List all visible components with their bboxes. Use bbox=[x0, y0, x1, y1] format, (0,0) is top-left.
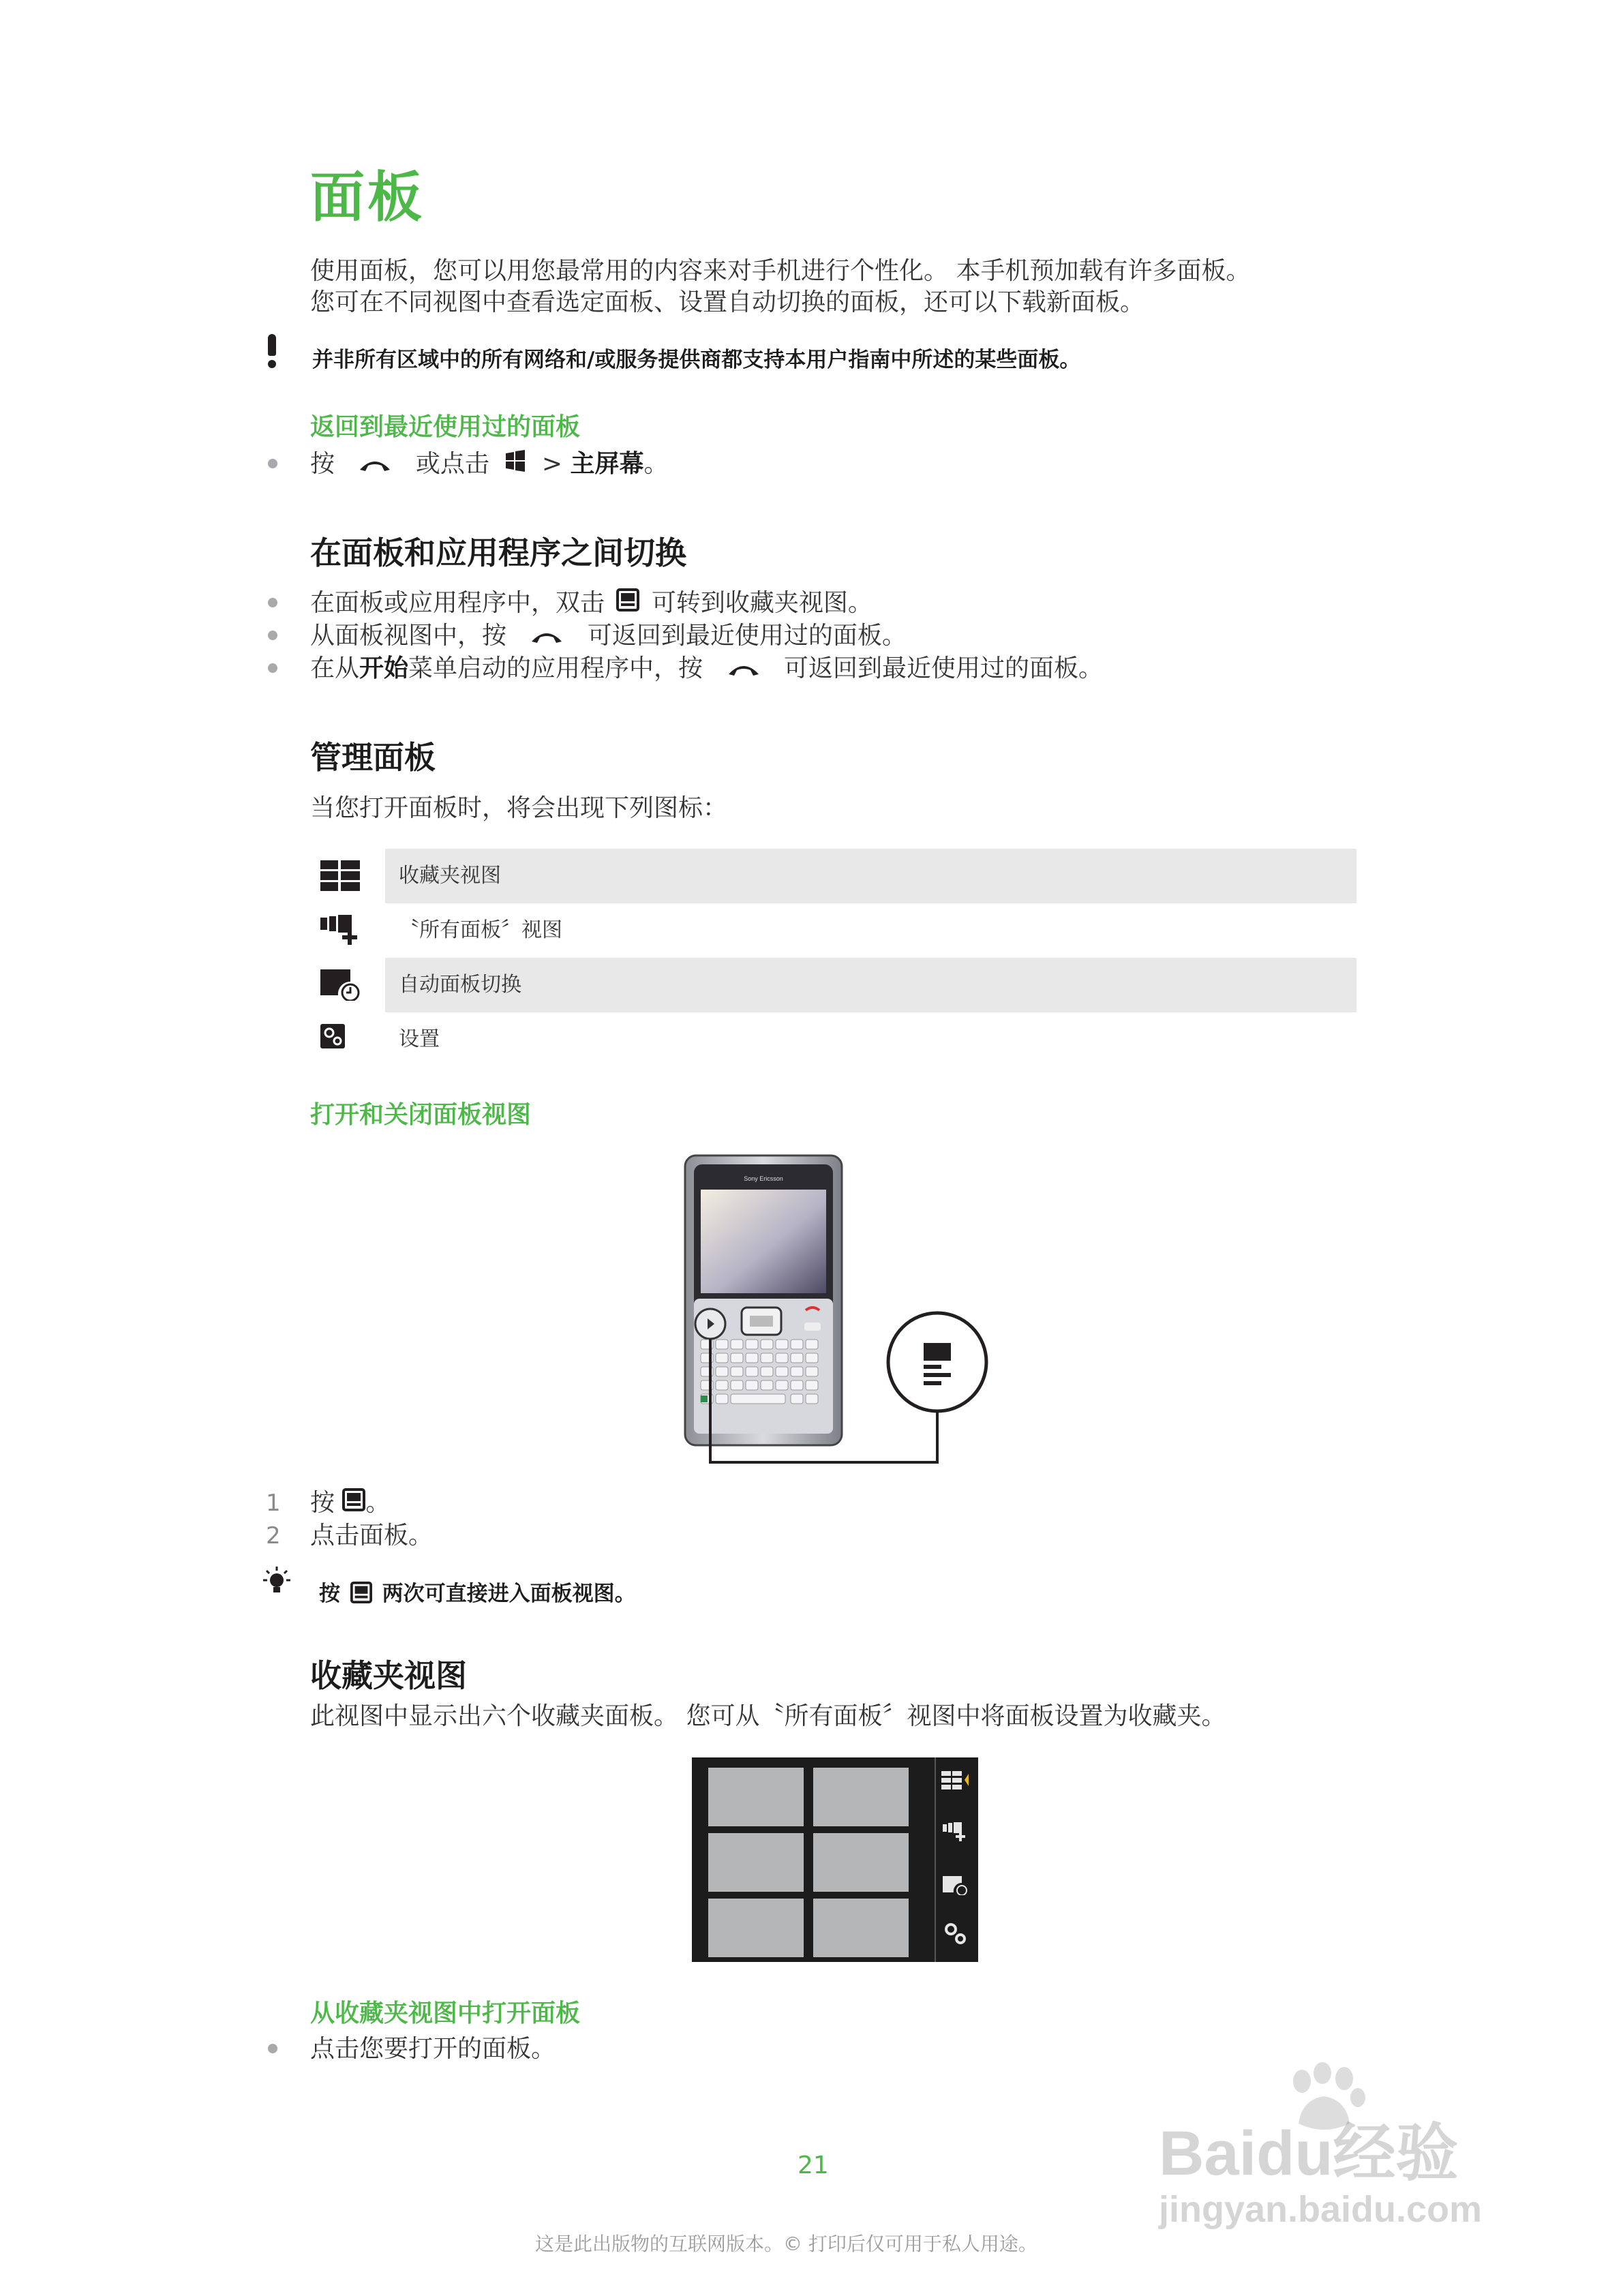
section-heading-favorites: 收藏夹视图 bbox=[310, 1657, 467, 1694]
tip-text bbox=[319, 1576, 636, 1609]
manage-intro: 当您打开面板时，将会出现下列图标： bbox=[310, 794, 728, 822]
text: 按 bbox=[310, 1489, 335, 1517]
text: 。 bbox=[365, 1489, 391, 1517]
icon-row-all-panels: 〝所有面板〞视图 bbox=[399, 918, 562, 942]
panel-key-icon bbox=[616, 588, 639, 620]
switch-bullet-3 bbox=[310, 653, 1103, 685]
text: 可返回到最近使用过的面板。 bbox=[783, 654, 1103, 682]
text-or-tap: 或点击 bbox=[415, 450, 489, 478]
favorites-view-illustration bbox=[692, 1757, 978, 1962]
step-number-2: 2 bbox=[266, 1522, 281, 1550]
panel-key-icon bbox=[350, 1582, 372, 1609]
page-number: 21 bbox=[798, 2151, 829, 2179]
favorites-text: 此视图中显示出六个收藏夹面板。 您可从〝所有面板〞视图中将面板设置为收藏夹。 bbox=[310, 1702, 1226, 1730]
section-heading-return: 返回到最近使用过的面板 bbox=[310, 413, 581, 441]
intro-line-1: 使用面板，您可以用您最常用的内容来对手机进行个性化。 本手机预加载有许多面板。 bbox=[310, 257, 1251, 285]
text-home-screen: 主屏幕 bbox=[570, 450, 644, 478]
switch-bullet-2 bbox=[310, 620, 907, 652]
bullet-dot bbox=[268, 631, 277, 640]
phone-brand-text: Sony Ericsson bbox=[744, 1175, 783, 1182]
auto-switch-icon bbox=[320, 968, 361, 1003]
text: 在面板或应用程序中，双击 bbox=[310, 589, 605, 617]
panel-key-icon bbox=[342, 1488, 365, 1520]
exclamation-icon bbox=[266, 334, 278, 369]
favorites-grid-icon bbox=[320, 860, 360, 894]
favorites-grid-icon bbox=[941, 1771, 975, 1794]
switch-bullet-1 bbox=[310, 588, 873, 620]
intro-line-2: 您可在不同视图中查看选定面板、设置自动切换的面板，还可以下载新面板。 bbox=[310, 288, 1145, 316]
text: 在从 bbox=[310, 654, 360, 682]
note-availability: 并非所有区域中的所有网络和/或服务提供商都支持本用户指南中所述的某些面板。 bbox=[312, 348, 1081, 372]
text: 菜单启动的应用程序中，按 bbox=[408, 654, 703, 682]
favorite-panel-tile bbox=[708, 1899, 804, 1957]
text-press: 按 bbox=[310, 450, 335, 478]
text: 两次可直接进入面板视图。 bbox=[382, 1582, 636, 1606]
bullet-dot bbox=[268, 598, 277, 607]
open-favorites-bullet: 点击您要打开的面板。 bbox=[310, 2035, 556, 2063]
icon-row-settings: 设置 bbox=[399, 1027, 440, 1051]
section-heading-switch: 在面板和应用程序之间切换 bbox=[310, 534, 686, 571]
icon-row-favorites: 收藏夹视图 bbox=[385, 849, 1356, 903]
step-number-1: 1 bbox=[266, 1490, 281, 1517]
step-1 bbox=[310, 1487, 390, 1520]
page-title: 面板 bbox=[310, 166, 425, 229]
favorite-panel-tile bbox=[813, 1833, 909, 1892]
end-call-icon bbox=[529, 621, 564, 652]
phone-illustration bbox=[682, 1152, 988, 1467]
divider bbox=[935, 1757, 936, 1962]
text: 可返回到最近使用过的面板。 bbox=[587, 622, 907, 650]
section-heading-open-close: 打开和关闭面板视图 bbox=[310, 1101, 532, 1129]
end-call-icon bbox=[357, 449, 393, 481]
tip-lightbulb-icon bbox=[260, 1567, 293, 1602]
end-call-icon bbox=[726, 654, 761, 685]
settings-icon bbox=[320, 1024, 346, 1053]
text: 可转到收藏夹视图。 bbox=[651, 589, 873, 617]
favorite-panel-tile bbox=[813, 1768, 909, 1826]
all-panels-icon bbox=[320, 915, 361, 949]
return-instruction bbox=[310, 449, 669, 481]
bullet-dot bbox=[268, 663, 277, 673]
all-panels-icon bbox=[943, 1822, 970, 1845]
text-start: 开始 bbox=[359, 654, 409, 682]
step-2: 点击面板。 bbox=[310, 1522, 434, 1550]
favorite-panel-tile bbox=[708, 1833, 804, 1892]
bullet-dot bbox=[268, 459, 277, 468]
auto-switch-icon bbox=[943, 1875, 970, 1898]
section-heading-open-from-favorites: 从收藏夹视图中打开面板 bbox=[310, 1999, 581, 2027]
section-heading-manage: 管理面板 bbox=[310, 739, 436, 776]
favorite-panel-tile bbox=[813, 1899, 909, 1957]
text-period: 。 bbox=[643, 450, 669, 478]
baidu-url-watermark: jingyan.baidu.com bbox=[1159, 2189, 1483, 2230]
text: 从面板视图中，按 bbox=[310, 622, 507, 650]
baidu-jingyan-watermark: Baidu经验 bbox=[1159, 2119, 1459, 2188]
bullet-dot bbox=[268, 2044, 277, 2053]
favorite-panel-tile bbox=[708, 1768, 804, 1826]
icon-row-auto-switch: 自动面板切换 bbox=[385, 958, 1356, 1012]
text: 按 bbox=[319, 1582, 340, 1606]
text-arrow: > bbox=[541, 450, 563, 478]
settings-icon bbox=[943, 1921, 970, 1951]
footer-note: 这是此出版物的互联网版本。© 打印后仅可用于私人用途。 bbox=[535, 2233, 1037, 2255]
windows-start-icon bbox=[504, 449, 527, 481]
